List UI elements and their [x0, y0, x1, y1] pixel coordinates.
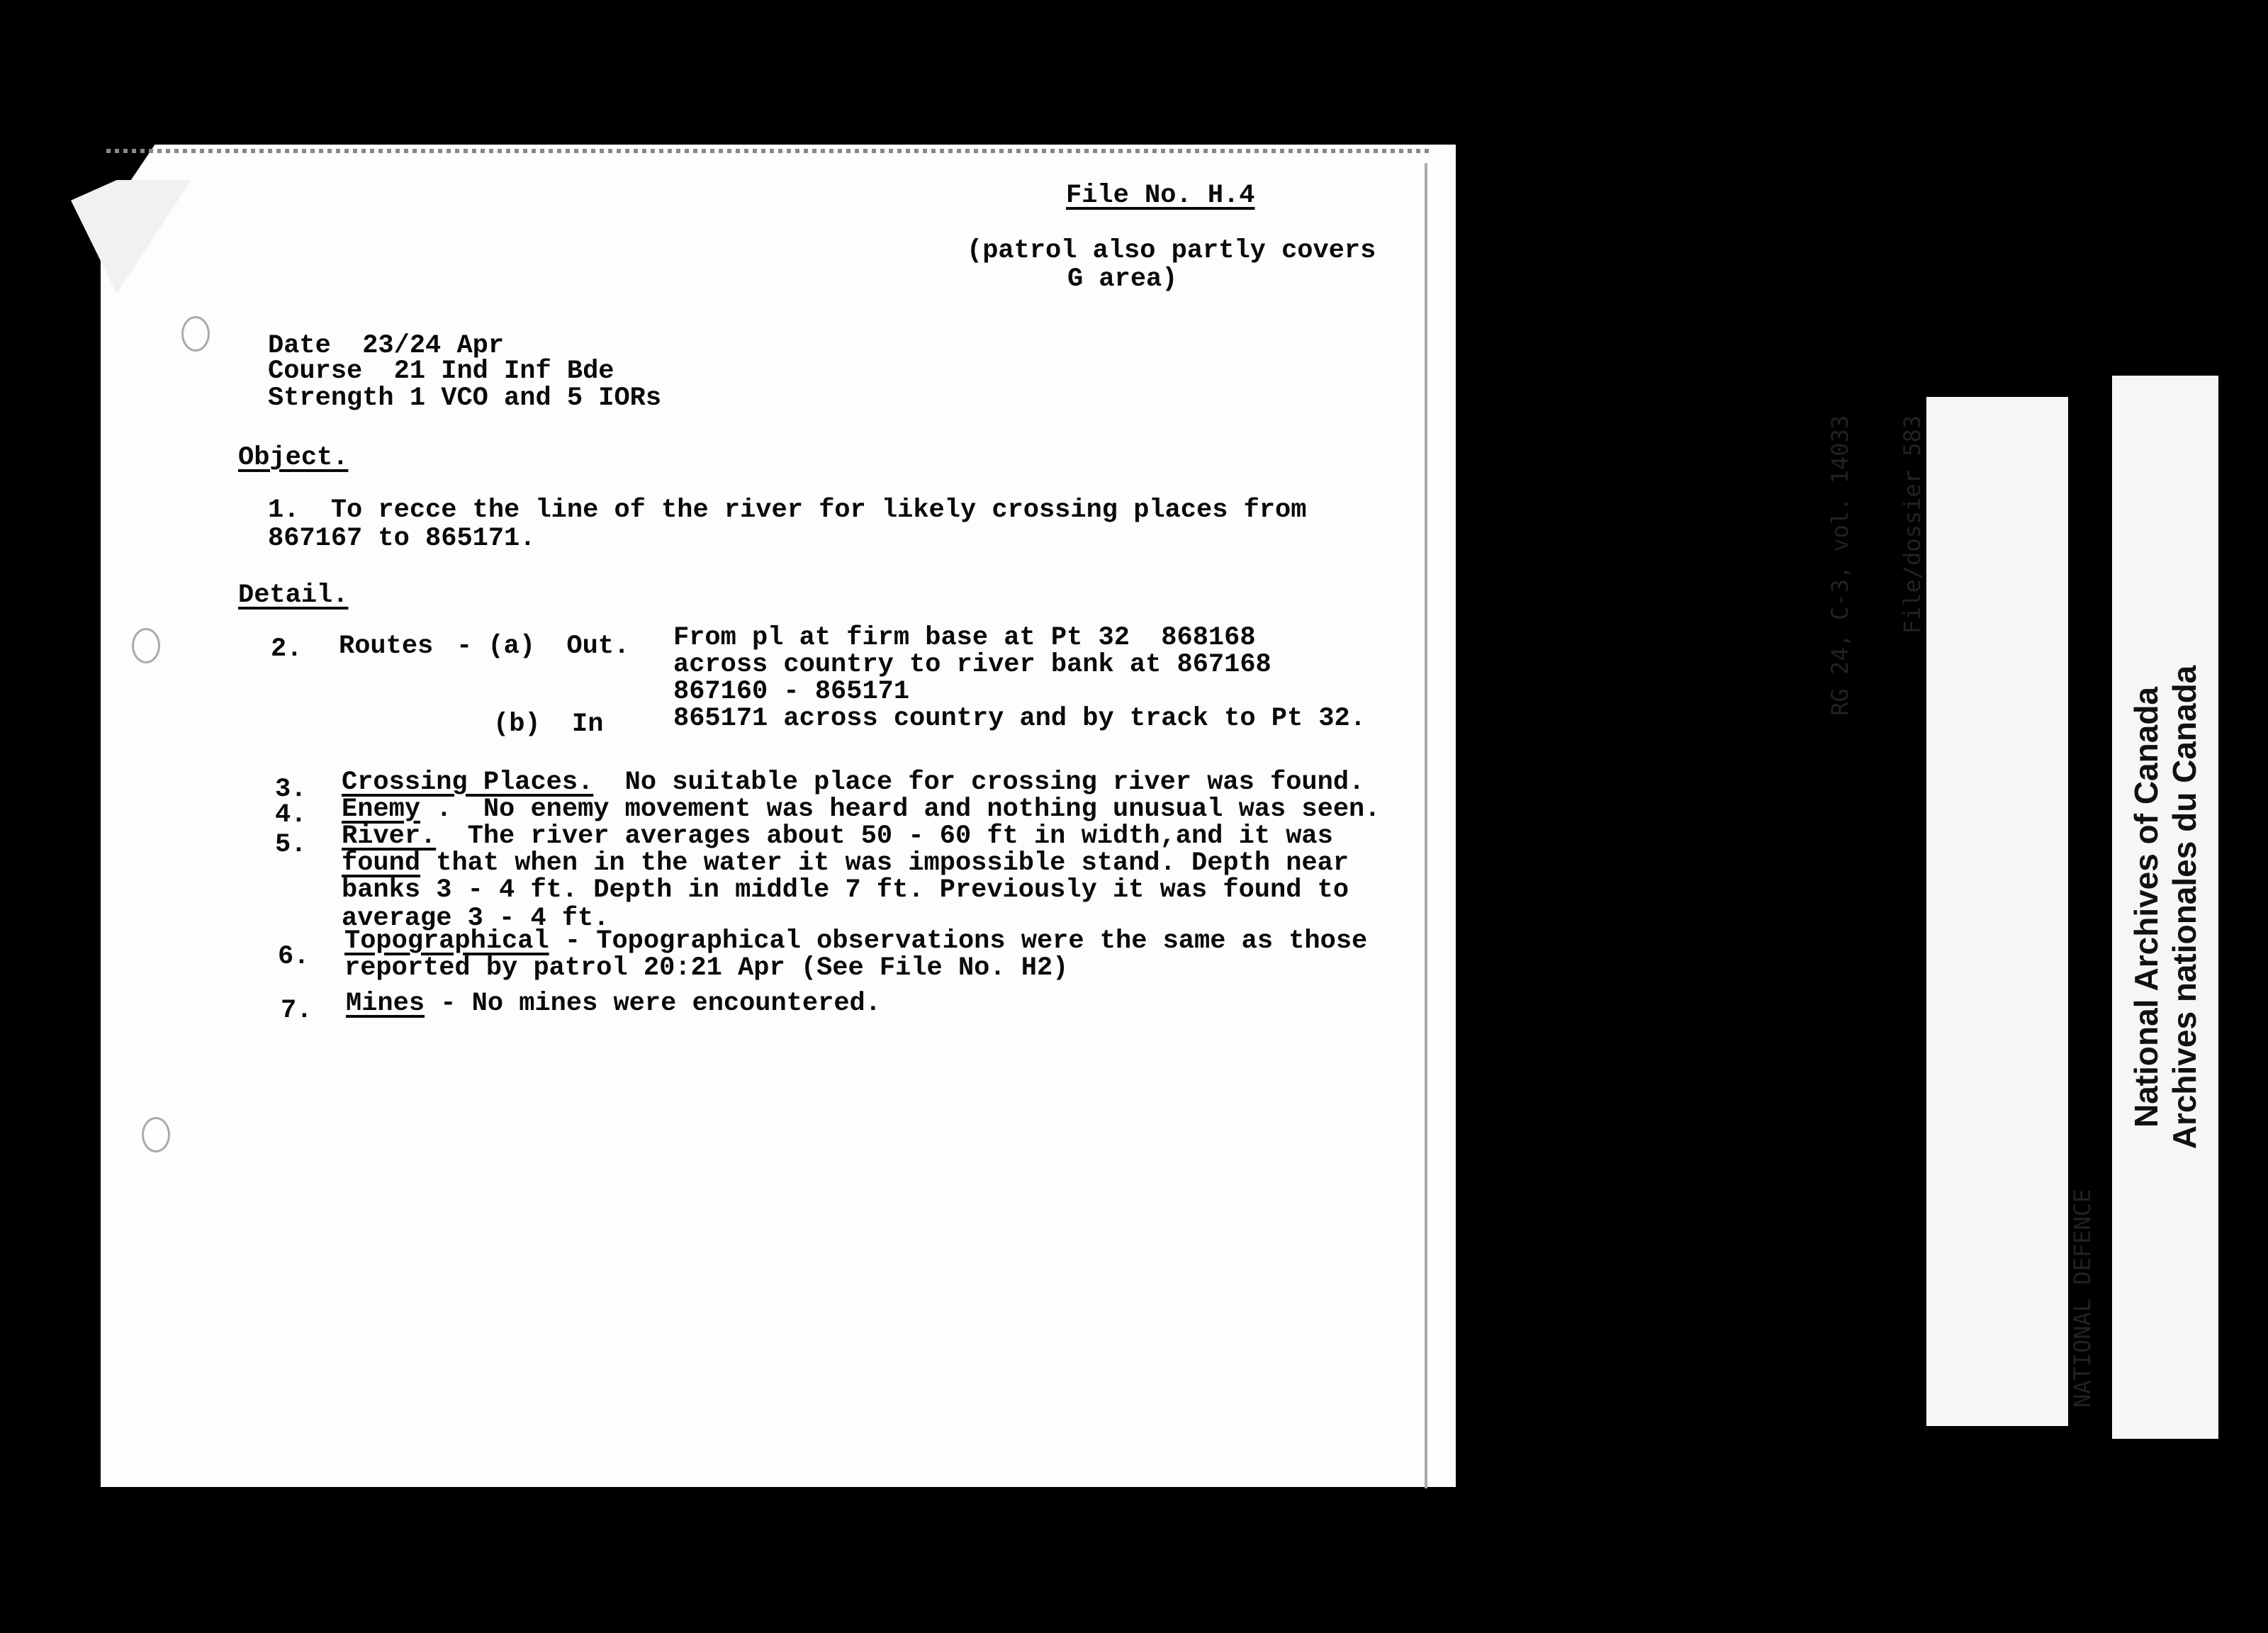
topographical-label: Topographical — [344, 926, 549, 956]
route-b-label: (b) In — [493, 709, 604, 739]
patrol-note-line1: (patrol also partly covers — [967, 236, 1376, 266]
item-number: 3. — [275, 775, 307, 804]
river-label: River. — [342, 821, 437, 851]
strength-line: Strength 1 VCO and 5 IORs — [268, 383, 662, 413]
enemy-label: Enemy — [342, 795, 421, 824]
mines-label: Mines — [346, 989, 425, 1018]
route-a-line3: 867160 - 865171 — [673, 677, 910, 707]
item-number: 5. — [275, 830, 307, 860]
national-archives-label — [2112, 376, 2218, 1439]
river-text-line3: banks 3 - 4 ft. Depth in middle 7 ft. Previously it was found to — [342, 875, 1349, 905]
enemy-text: . No enemy movement was heard and nothing unusual was seen. — [420, 795, 1381, 824]
route-a-line2: across country to river bank at 867168 — [673, 650, 1271, 680]
item-number: 6. — [278, 942, 310, 972]
mines-text: - No mines were encountered. — [425, 989, 881, 1018]
archive-ref-line2: File/dossier 583 — [1899, 415, 1926, 634]
topographical-text-line1: - Topographical observations were the same as those — [549, 926, 1368, 956]
file-number: File No. H.4 — [1066, 181, 1255, 211]
punch-hole — [142, 1117, 170, 1152]
topographical-text-line2: reported by patrol 20:21 Apr (See File No. H2) — [344, 953, 1069, 983]
punch-hole — [181, 316, 210, 352]
river-found-word: found — [342, 848, 421, 878]
sheet-edge-line — [1425, 163, 1427, 1488]
river-text-line1: The river averages about 50 - 60 ft in width,and it was — [436, 821, 1333, 851]
river-text-line2: that when in the water it was impossible stand. Depth near — [420, 848, 1349, 878]
archive-ref-line3: NATIONAL DEFENCE — [2069, 1189, 2096, 1408]
item-number: 7. — [281, 996, 313, 1026]
date-line: Date 23/24 Apr — [268, 331, 505, 361]
item-number: 2. — [271, 634, 303, 664]
route-b-line: 865171 across country and by track to Pt 32. — [673, 704, 1366, 734]
course-line: Course 21 Ind Inf Bde — [268, 357, 614, 386]
patrol-note-line2: G area) — [1067, 264, 1178, 294]
object-heading: Object. — [238, 443, 349, 473]
route-a-line1: From pl at firm base at Pt 32 868168 — [673, 623, 1256, 653]
archive-ref-line1: RG 24, C-3, vol. 14033 — [1826, 415, 1853, 716]
route-a-label: - (a) Out. — [456, 632, 630, 661]
object-para-line2: 867167 to 865171. — [268, 524, 536, 554]
archive-label-gap — [1972, 415, 2022, 1408]
routes-label: Routes — [339, 632, 434, 661]
crossing-places-label: Crossing Places. — [342, 768, 594, 797]
river-text-line4: average 3 - 4 ft. — [342, 904, 610, 933]
nac-label-line2: Archives nationales du Canada — [2166, 665, 2203, 1150]
archive-reference-label — [1826, 397, 2096, 1426]
punch-hole — [132, 628, 160, 663]
detail-heading: Detail. — [238, 580, 349, 610]
nac-label-line1: National Archives of Canada — [2128, 687, 2165, 1128]
perforated-top-edge — [106, 149, 1432, 153]
item-number: 4. — [275, 800, 307, 830]
object-para-line1: 1. To recce the line of the river for likely crossing places from — [268, 495, 1307, 525]
crossing-places-text: No suitable place for crossing river was found. — [593, 768, 1365, 797]
